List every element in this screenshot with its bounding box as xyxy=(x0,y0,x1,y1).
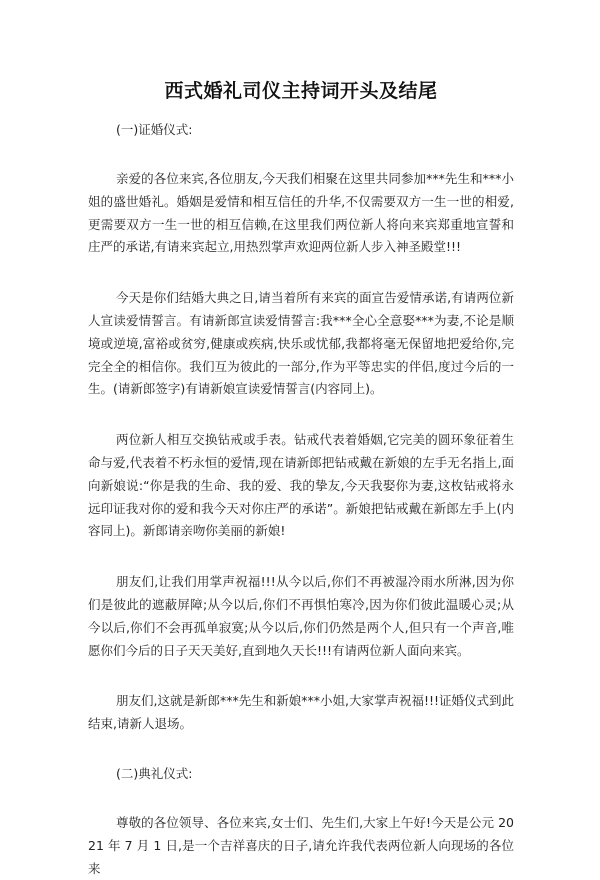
document-title: 西式婚礼司仪主持词开头及结尾 xyxy=(164,80,438,102)
section-heading-wedding-witness: (一)证婚仪式: xyxy=(116,122,193,137)
paragraph-vows: 今天是你们结婚大典之日,请当着所有来宾的面宣告爱情承诺,有请两位新人宣读爱情誓言。有请新郎宣读爱情誓言:我***全心全意娶***为妻,不论是顺境或逆境,富裕或贫穷,健康或疾病,快乐或忧郁,我都将毫无保留地把爱给你,完完全全的相信你。我们互为彼此的一部分,作为平等忠实的伴侣,度过今后的一生。(请新郎签字)有请新娘宣读爱情誓言(内容同上)。 xyxy=(88,290,514,397)
section-heading-ceremony: (二)典礼仪式: xyxy=(116,765,193,781)
paragraph-witness-closing: 朋友们,这就是新郎***先生和新娘***小姐,大家掌声祝福!!!证婚仪式到此结束,请新人退场。 xyxy=(88,693,514,732)
paragraph-ceremony-opening: 尊敬的各位领导、各位来宾,女士们、先生们,大家上午好!今天是公元 2021 年 7 月 1 日,是一个吉祥喜庆的日子,请允许我代表两位新人向现场的各位来 xyxy=(88,814,514,876)
paragraph-opening-welcome: 亲爱的各位来宾,各位朋友,今天我们相聚在这里共同参加***先生和***小姐的盛世婚礼。婚姻是爱情和相互信任的升华,不仅需要双方一生一世的相爱,更需要双方一生一世的相互信赖,在这里我们两位新人将向来宾郑重地宣誓和庄严的承诺,有请来宾起立,用热烈掌声欢迎两位新人步入神圣殿堂!!! xyxy=(88,171,514,255)
section-ceremony xyxy=(88,764,514,880)
section-wedding-witness xyxy=(88,120,514,736)
paragraph-blessing: 朋友们,让我们用掌声祝福!!!从今以后,你们不再被湿冷雨水所淋,因为你们是彼此的遮蔽屏障;从今以后,你们不再惧怕寒冷,因为你们彼此温暖心灵;从今以后,你们不会再孤单寂寞;从今以后,你们仍然是两个人,但只有一个声音,唯愿你们今后的日子天天美好,直到地久天长!!!有请两位新人面向来宾。 xyxy=(88,574,514,658)
paragraph-ring-exchange: 两位新人相互交换钻戒或手表。钻戒代表着婚姻,它完美的圆环象征着生命与爱,代表着不朽永恒的爱情,现在请新郎把钻戒戴在新娘的左手无名指上,面向新娘说:“你是我的生命、我的爱、我的挚友,今天我娶你为妻,这枚钻戒将永远印证我对你的爱和我今天对你庄严的承诺”。新娘把钻戒戴在新郎左手上(内容同上)。新郎请亲吻你美丽的新娘! xyxy=(88,432,514,539)
